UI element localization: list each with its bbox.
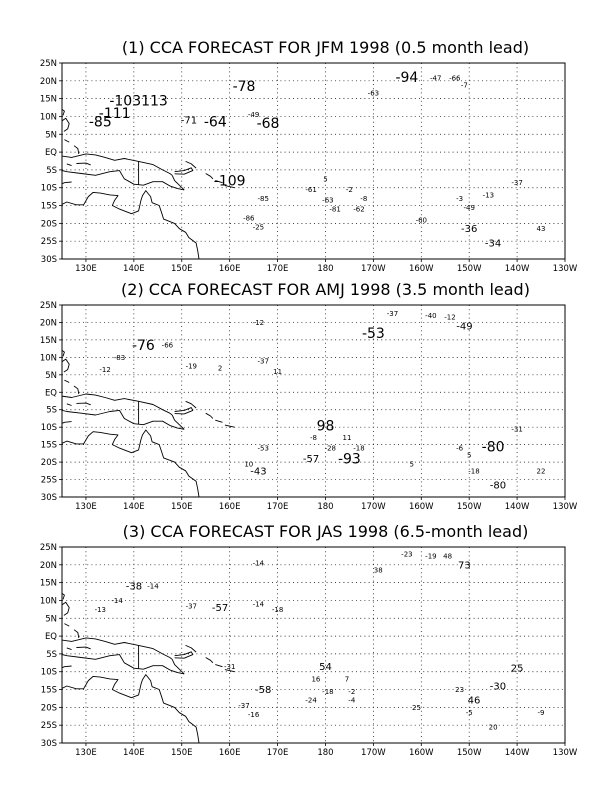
lat-tick-label: 15S (40, 440, 57, 451)
station-value: -13 (482, 191, 495, 200)
station-value: -19 (425, 552, 437, 561)
coastline-timor (60, 182, 72, 185)
station-value: -3 (456, 194, 464, 203)
station-value: -37 (257, 357, 269, 366)
lon-tick-label: 150E (170, 502, 193, 512)
lat-tick-label: 5N (45, 614, 57, 625)
lat-tick-label: 25S (40, 237, 57, 248)
station-value: 7 (344, 675, 350, 684)
station-value: 46 (467, 695, 481, 707)
map-panel-2 (40, 280, 578, 512)
station-value: 25 (510, 663, 524, 675)
lon-tick-label: 170E (266, 502, 289, 512)
station-value: -6 (456, 444, 464, 453)
station-value: -12 (252, 318, 265, 327)
station-value: -53 (361, 325, 385, 342)
coastline-small_isle1 (64, 624, 69, 627)
lon-tick-label: 170W (361, 748, 386, 758)
coastline-solomons2 (215, 420, 222, 422)
coastline-aus_north (60, 430, 199, 497)
map-panel-3 (40, 522, 578, 758)
coastline-seram (76, 403, 90, 405)
lon-tick-label: 180 (317, 748, 334, 758)
lon-tick-label: 130W (552, 502, 578, 512)
station-value: -16 (247, 710, 260, 719)
station-value: -85 (88, 114, 112, 131)
lat-tick-label: 25N (39, 543, 57, 553)
lat-tick-label: 20S (40, 703, 57, 714)
station-value: -8 (360, 194, 368, 203)
station-value: -14 (111, 596, 123, 605)
lat-tick-label: 15N (39, 94, 57, 105)
lat-tick-label: 15N (39, 578, 57, 589)
coastline-newbritain (175, 408, 193, 414)
coastline-small_isle1 (64, 380, 69, 382)
station-value: -13 (94, 605, 107, 614)
lon-tick-label: 140E (123, 748, 145, 758)
lon-tick-label: 150E (170, 264, 193, 274)
station-value: -68 (256, 115, 280, 132)
coastline-halmahera (74, 386, 79, 394)
coastline-ng_north (60, 394, 173, 415)
coastline-solomons1 (206, 413, 213, 418)
lon-tick-label: 180 (317, 502, 334, 512)
station-value: -66 (161, 341, 174, 350)
station-value: -36 (461, 224, 478, 236)
coastline-mindanao (60, 118, 70, 131)
lon-tick-label: 160E (218, 264, 241, 274)
lat-tick-label: 20N (39, 318, 57, 329)
station-value: -64 (203, 114, 227, 131)
lat-tick-label: 10N (39, 112, 57, 123)
station-value: -31 (223, 662, 236, 671)
station-value: -86 (243, 214, 255, 223)
station-value: -8 (310, 434, 317, 443)
station-value: -83 (113, 353, 126, 362)
lon-tick-label: 140W (504, 502, 530, 512)
coastline-ng_south (60, 410, 185, 430)
lon-tick-label: 150W (456, 748, 482, 758)
station-value: -58 (255, 685, 272, 696)
coastline-halmahera (74, 146, 79, 154)
station-value: -57 (302, 454, 320, 466)
station-value: -66 (449, 74, 461, 83)
lat-tick-label: EQ (44, 388, 57, 399)
station-value: -78 (232, 79, 256, 96)
coastline-seram (76, 163, 90, 165)
station-value: -71 (180, 115, 198, 127)
station-value: -61 (305, 186, 317, 194)
station-value: 20 (488, 723, 498, 732)
station-value: -49 (456, 321, 473, 333)
station-value: 38 (373, 566, 383, 575)
coastline-newireland (186, 161, 197, 168)
lon-tick-label: 150W (456, 502, 482, 512)
coastline-buru (67, 648, 72, 650)
station-value: -76 (131, 338, 155, 354)
station-value: -37 (185, 602, 198, 611)
lat-tick-label: 30S (40, 255, 57, 265)
station-value: -23 (401, 550, 413, 559)
station-value: 98 (316, 418, 335, 435)
map-panel-1 (40, 38, 578, 274)
station-value: 16 (311, 675, 321, 684)
station-value: -49 (247, 111, 260, 120)
station-value: -47 (429, 74, 442, 83)
lat-tick-label: 10N (39, 596, 57, 607)
station-value: 11 (342, 434, 352, 443)
station-value: -7 (460, 81, 468, 90)
station-value: -103113 (109, 93, 168, 110)
coastline-halmahera (74, 630, 79, 638)
station-value: -80 (489, 480, 507, 492)
station-value: 73 (458, 560, 471, 572)
station-value: -43 (250, 466, 267, 478)
station-value: -53 (257, 444, 269, 453)
station-value: -63 (367, 89, 380, 98)
lat-tick-label: 20N (39, 560, 57, 571)
station-value: -111 (98, 105, 131, 122)
lon-tick-label: 160E (218, 502, 241, 512)
lat-tick-label: EQ (44, 632, 57, 643)
station-value: -63 (322, 196, 334, 205)
station-value: 25 (412, 703, 421, 712)
station-value: -24 (305, 696, 317, 705)
lat-tick-label: 25N (39, 301, 57, 311)
lat-tick-label: 25N (39, 59, 57, 69)
station-value: -14 (147, 582, 159, 591)
station-value: 2 (217, 364, 223, 373)
station-value: 48 (443, 552, 453, 561)
station-value: -12 (444, 313, 456, 322)
station-value: -14 (252, 559, 265, 568)
lon-tick-label: 140E (123, 502, 145, 512)
station-value: 43 (536, 225, 546, 234)
lon-tick-label: 160W (408, 748, 434, 758)
station-value: 10 (244, 460, 254, 469)
lon-tick-label: 150W (456, 264, 482, 274)
station-value: -37 (511, 178, 523, 187)
lat-tick-label: 25S (40, 721, 57, 732)
station-value: -49 (463, 203, 475, 212)
station-value: -25 (252, 223, 265, 232)
lat-tick-label: 15S (40, 685, 57, 696)
lon-tick-label: 130E (75, 748, 97, 758)
lat-tick-label: 5S (46, 165, 57, 176)
station-value: -37 (238, 702, 250, 710)
station-value: -31 (511, 425, 523, 434)
station-value: -40 (425, 311, 437, 320)
lat-tick-label: 20S (40, 458, 57, 469)
lon-tick-label: 140W (504, 748, 530, 758)
lon-tick-label: 160W (408, 264, 434, 274)
lat-tick-label: 25S (40, 475, 57, 486)
lat-tick-label: 5S (46, 649, 57, 660)
station-value: -62 (353, 205, 365, 214)
station-value: 5 (409, 460, 414, 469)
lat-tick-label: EQ (44, 148, 57, 159)
coastline-ng_south (60, 170, 185, 190)
coastline-aus_north (60, 675, 199, 743)
coastline-ng_south (60, 654, 185, 674)
station-value: 5 (466, 451, 472, 460)
lon-tick-label: 170W (361, 264, 386, 274)
station-value: -14 (252, 600, 265, 609)
station-value: -2 (345, 186, 353, 194)
lon-tick-label: 160W (408, 502, 434, 512)
coastline-newbritain (175, 652, 193, 658)
coastline-timor (60, 666, 72, 669)
station-value: -60 (415, 216, 428, 225)
lon-tick-label: 130W (552, 748, 578, 758)
station-value: -18 (468, 467, 480, 476)
lat-tick-label: 5N (45, 370, 57, 381)
lat-tick-label: 5N (45, 130, 57, 141)
coastline-newireland (186, 645, 197, 652)
panel-title: (2) CCA FORECAST FOR AMJ 1998 (3.5 month lead) (121, 280, 530, 299)
coastline-small_isle1 (64, 140, 69, 143)
lon-tick-label: 160E (218, 748, 241, 758)
coastline-buru (67, 404, 72, 406)
station-value: 22 (536, 467, 546, 476)
station-value: -28 (324, 444, 337, 453)
coastline-buru (67, 164, 72, 166)
lat-tick-label: 5S (46, 405, 57, 416)
station-value: -37 (386, 310, 399, 319)
station-value: -57 (211, 603, 229, 615)
coastline-timor (60, 422, 72, 425)
station-value: 54 (319, 661, 332, 673)
coastline-mindanao (60, 359, 70, 372)
lat-tick-label: 10S (40, 423, 57, 434)
lon-tick-label: 130W (552, 264, 578, 274)
lon-tick-label: 130E (75, 264, 97, 274)
coastline-mindanao (60, 602, 70, 615)
station-value: -93 (337, 451, 361, 468)
station-value: 23 (455, 686, 465, 694)
station-value: 5 (323, 175, 328, 184)
lon-tick-label: 150E (170, 748, 193, 758)
station-value: -30 (489, 681, 507, 693)
lon-tick-label: 170E (266, 748, 289, 758)
lat-tick-label: 10N (39, 353, 57, 364)
lat-tick-label: 15S (40, 201, 57, 212)
station-value: -85 (257, 194, 269, 203)
coastline-newireland (186, 401, 197, 408)
station-value: -38 (125, 581, 143, 593)
station-value: -5 (465, 709, 473, 718)
lat-tick-label: 20N (39, 76, 57, 87)
station-value: -9 (537, 709, 545, 718)
coastline-solomons1 (206, 658, 213, 663)
station-value: -34 (484, 238, 502, 250)
station-value: 11 (273, 367, 283, 376)
station-value: -94 (395, 70, 419, 87)
panel-title: (3) CCA FORECAST FOR JAS 1998 (6.5-month lead) (122, 522, 529, 541)
lat-tick-label: 15N (39, 335, 57, 346)
coastline-aus_north (60, 191, 199, 259)
coastline-solomons2 (215, 665, 222, 667)
panel-title: (1) CCA FORECAST FOR JFM 1998 (0.5 month lead) (121, 38, 530, 57)
lon-tick-label: 180 (317, 264, 334, 274)
station-value: -81 (329, 205, 341, 214)
coastline-ng_north (60, 154, 173, 175)
lon-tick-label: 140E (123, 264, 145, 274)
coastline-seram (76, 647, 90, 649)
lon-tick-label: 170E (266, 264, 289, 274)
coastline-solomons1 (206, 174, 213, 179)
station-value: -19 (185, 362, 198, 371)
lon-tick-label: 170W (361, 502, 386, 512)
lon-tick-label: 130E (75, 502, 97, 512)
station-value: -18 (271, 605, 284, 614)
station-value: -2 (348, 687, 356, 696)
lat-tick-label: 10S (40, 183, 57, 194)
lat-tick-label: 30S (40, 739, 57, 749)
lat-tick-label: 10S (40, 667, 57, 678)
station-value: -80 (481, 439, 505, 456)
station-value: -12 (99, 366, 111, 374)
station-value: -18 (322, 687, 334, 696)
lon-tick-label: 140W (504, 264, 530, 274)
station-value: -4 (348, 696, 356, 705)
lat-tick-label: 30S (40, 493, 57, 503)
station-value: -109 (213, 173, 246, 190)
coastline-newbritain (175, 168, 193, 174)
station-value: -18 (353, 444, 365, 453)
coastline-ng_north (60, 638, 173, 659)
lat-tick-label: 20S (40, 219, 57, 230)
